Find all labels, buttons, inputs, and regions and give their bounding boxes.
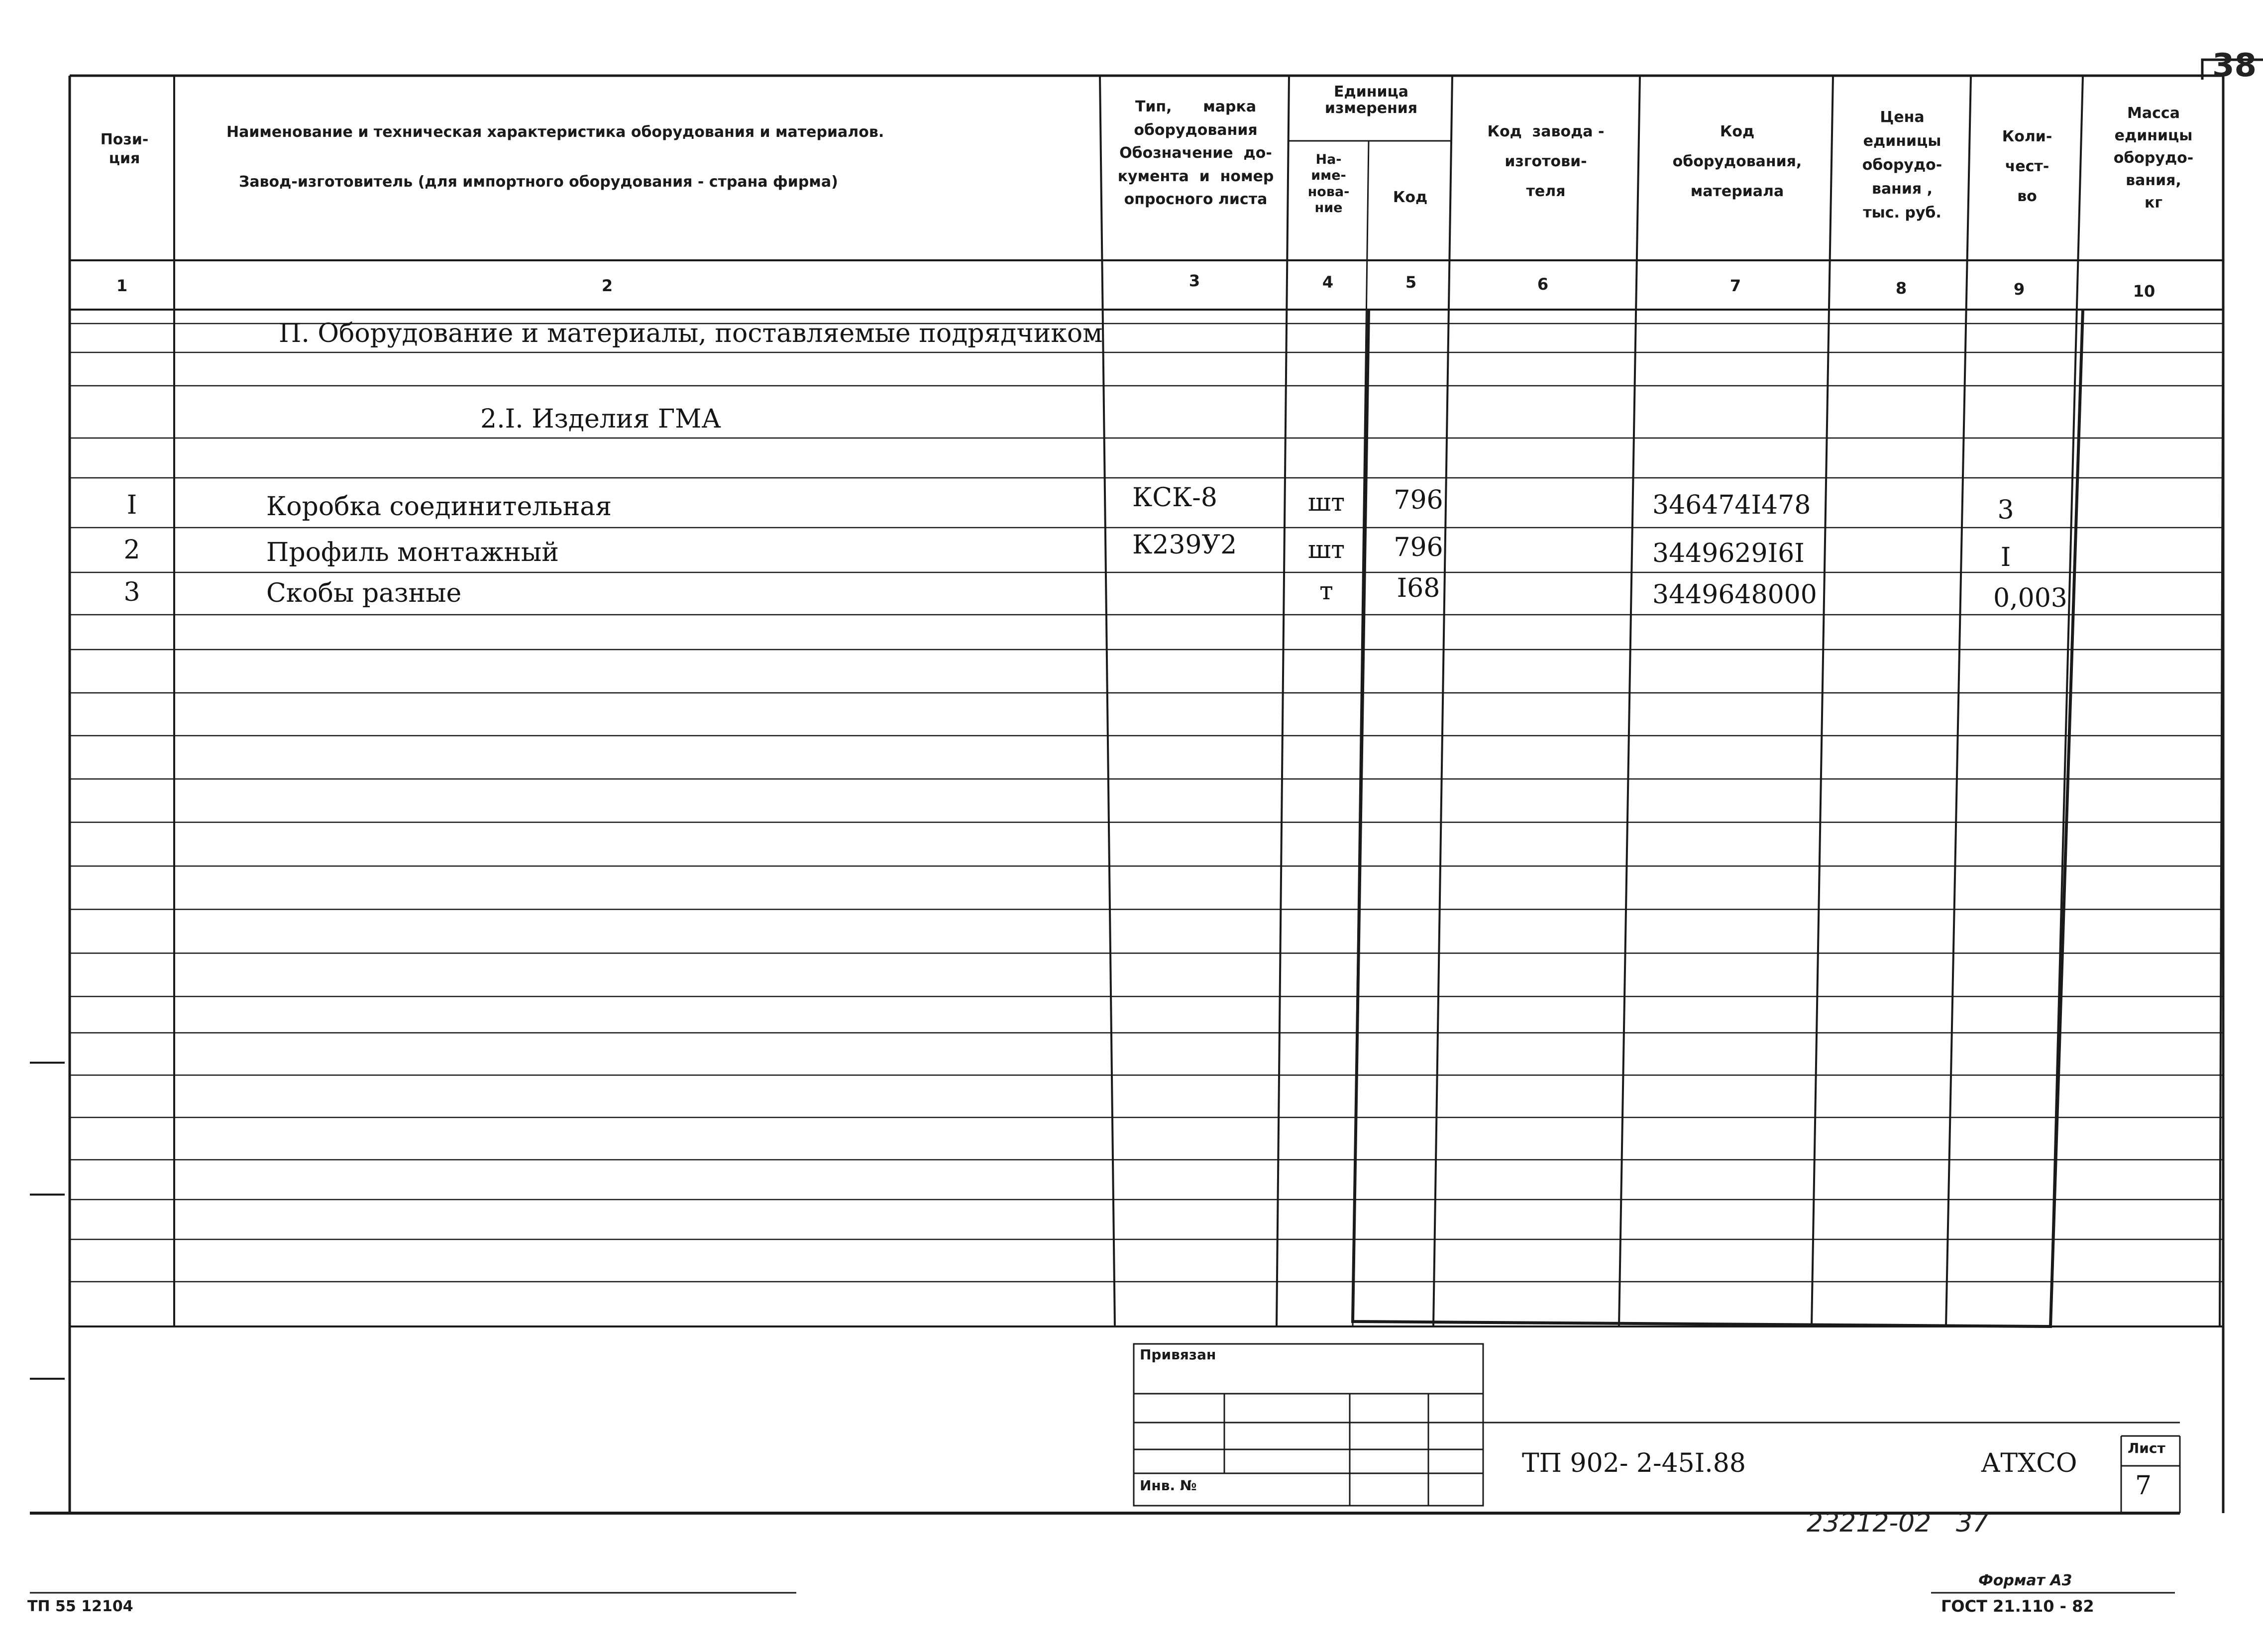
subsection-title: 2.I. Изделия ГМА — [480, 404, 721, 434]
stamp-document-code: ТП 902- 2-45I.88 — [1522, 1448, 1746, 1478]
column-number-1: 1 — [116, 276, 128, 295]
row-type: КСК-8 — [1132, 483, 1217, 513]
row-unit: шт — [1307, 488, 1345, 517]
row-unit-code: 796 — [1394, 485, 1443, 515]
stamp-privyazan: Привязан — [1140, 1346, 1216, 1363]
row-name: Коробка соединительная — [266, 492, 612, 522]
row-position: I — [126, 490, 137, 520]
header-unit-code: Код — [1393, 189, 1428, 206]
stamp-sheet-number: 7 — [2135, 1471, 2152, 1501]
row-quantity: 3 — [1997, 495, 2014, 525]
column-number-4: 4 — [1322, 273, 1334, 292]
column-number-6: 6 — [1537, 275, 1549, 294]
footer-gost: ГОСТ 21.110 - 82 — [1941, 1597, 2094, 1616]
row-equipment-code: 3449648000 — [1652, 580, 1817, 610]
section-title: П. Оборудование и материалы, поставляемые подрядчиком — [279, 319, 1103, 348]
row-position: 2 — [123, 535, 140, 565]
row-quantity: I — [2000, 543, 2011, 572]
column-number-8: 8 — [1895, 279, 1907, 298]
header-unit-price: Цена единицы оборудо- вания , тыс. руб. — [1862, 109, 1942, 221]
header-type-mark: Тип, марка оборудования Обозначение до- кумента и номер опросного листа — [1117, 98, 1274, 208]
stamp-mark: АТХСО — [1981, 1448, 2077, 1478]
row-name: Скобы разные — [266, 578, 462, 608]
row-equipment-code: 3449629I6I — [1652, 539, 1805, 568]
header-quantity: Коли- чест- во — [2002, 128, 2052, 205]
handwritten-archive-number: 23212-02 37 — [1807, 1508, 1989, 1538]
column-number-3: 3 — [1188, 271, 1200, 290]
column-number-10: 10 — [2133, 282, 2155, 301]
header-position: Пози- ция — [100, 131, 149, 167]
row-unit: шт — [1307, 535, 1345, 564]
header-unit-name: На- име- нова- ние — [1307, 152, 1350, 216]
row-name: Профиль монтажный — [266, 538, 559, 567]
row-quantity: 0,003 — [1993, 583, 2067, 613]
column-number-5: 5 — [1405, 273, 1417, 292]
row-unit: т — [1319, 576, 1333, 605]
row-type: К239У2 — [1132, 530, 1237, 560]
header-unit-group: Единица измерения — [1324, 83, 1418, 117]
column-number-9: 9 — [2013, 280, 2025, 299]
header-name-line2: Завод-изготовитель (для импортного оборудования - страна фирма) — [239, 173, 838, 191]
column-number-2: 2 — [601, 276, 613, 295]
header-unit-mass: Масса единицы оборудо- вания, кг — [2113, 105, 2194, 212]
header-name-line1: Наименование и техническая характеристика оборудования и материалов. — [226, 123, 884, 141]
stamp-sheet-label: Лист — [2128, 1440, 2165, 1456]
header-manufacturer-code: Код завода - изготови- теля — [1487, 123, 1605, 200]
row-equipment-code: 346474I478 — [1652, 490, 1811, 520]
column-number-7: 7 — [1729, 276, 1741, 295]
footer-format: Формат А3 — [1978, 1572, 2072, 1589]
stamp-inv-no: Инв. № — [1140, 1477, 1197, 1494]
header-equipment-code: Код оборудования, материала — [1672, 123, 1802, 200]
row-position: 3 — [123, 577, 140, 607]
footer-left-code: ТП 55 12104 — [27, 1598, 133, 1615]
row-unit-code: 796 — [1394, 533, 1443, 562]
row-unit-code: I68 — [1397, 573, 1440, 603]
corner-page-number: 38 — [2212, 47, 2257, 84]
